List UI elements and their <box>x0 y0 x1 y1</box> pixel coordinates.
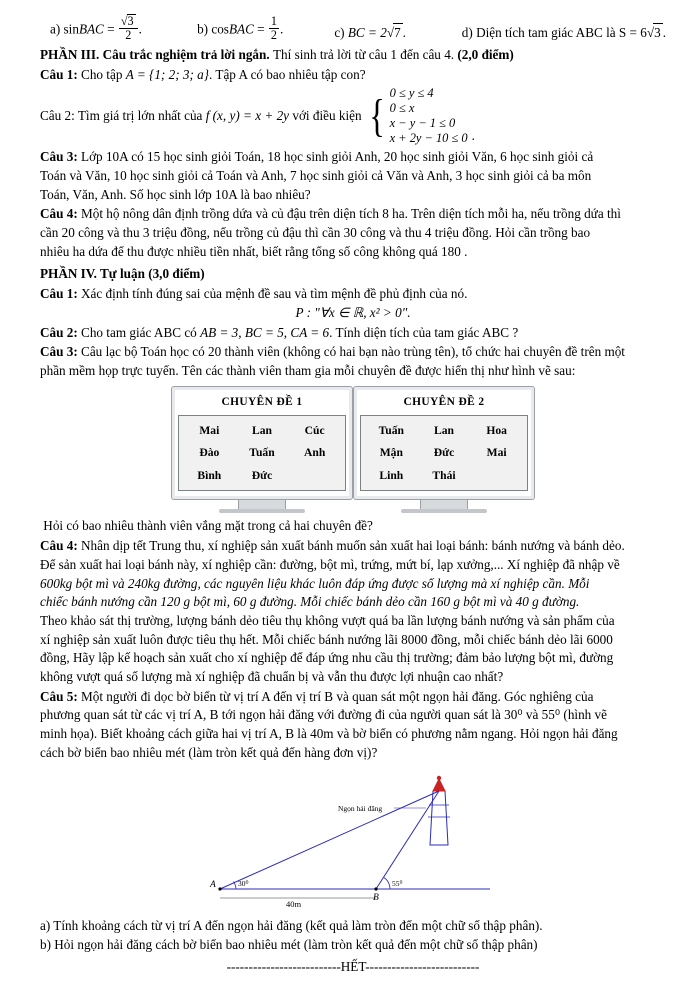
answer-c-expr: BC = 2 <box>347 24 387 40</box>
answer-d-label: d) <box>461 24 473 40</box>
monitor-2-name-7: Linh <box>379 468 404 482</box>
lighthouse-point-b-svg: B <box>373 893 379 904</box>
lighthouse-angle-b-svg: 55⁰ <box>392 879 403 889</box>
monitor-2-name-panel <box>360 415 528 492</box>
monitor-2-stand <box>420 500 468 509</box>
part4-q3-label: Câu 3: <box>40 344 78 360</box>
part4-q3-question-wrap <box>40 517 666 535</box>
monitor-2-name-3: Hoa <box>486 423 507 437</box>
part3-q1-text2: . Tập A có bao nhiêu tập con? <box>209 67 366 83</box>
part4-q2-given: AB = 3, BC = 5, CA = 6 <box>200 324 330 340</box>
answer-a-eq: = <box>107 21 115 37</box>
monitor-1-title: CHUYÊN ĐỀ 1 <box>221 395 303 408</box>
answer-a-angle: BAC <box>78 21 104 37</box>
part4-q3-question: Hỏi có bao nhiêu thành viên vắng mặt trong cả hai chuyên đề? <box>43 518 373 534</box>
system-line-3: x − y − 1 ≤ 0 <box>389 116 456 131</box>
monitor-2-name-9 <box>470 468 523 484</box>
part4-q1-statement: P : "∀x ∈ ℝ, x² > 0". <box>295 304 411 320</box>
part3-q4-line2: cần 20 công và thu 3 triệu đồng, nếu trồng củ đậu thì cần 30 công và thu 4 triệu đồng. Hỏi cần trồng bao <box>40 225 591 241</box>
monitor-1-name-4: Đào <box>199 446 220 460</box>
part4-q4-line3: 600kg bột mì và 240kg đường, các nguyên liệu khác luôn đáp ứng được số lượng mà xí nghiệp cần. Mỗi <box>40 575 590 591</box>
lighthouse-distance-svg: 40m <box>286 899 302 910</box>
part3-q2-system <box>390 86 468 147</box>
part3-q3-line2-wrap <box>40 167 666 185</box>
monitor-1-name-6: Anh <box>304 446 326 460</box>
answer-option-d: d) Diện tích tam giác ABC là S = 6√3 . <box>461 24 666 40</box>
system-brace: { <box>368 90 385 142</box>
monitor-2-names <box>365 423 523 484</box>
part3-q3-line3-wrap <box>40 186 666 204</box>
part3-q2-label: Câu 2: <box>40 108 75 124</box>
part3-q1-set: A = {1; 2; 3; a} <box>125 67 210 83</box>
lighthouse-angle-a-svg: 30⁰ <box>238 879 249 889</box>
part4-question-4 <box>40 537 666 555</box>
part3-q2-tail: . <box>471 127 475 143</box>
monitor-1-name-7: Bình <box>197 468 222 482</box>
monitor-1-names <box>183 423 341 484</box>
part4-q4-line3-wrap <box>40 575 666 593</box>
answer-c-label: c) <box>334 24 345 40</box>
monitor-1-name-9 <box>288 468 341 484</box>
part4-question-5 <box>40 688 666 706</box>
part4-q5-line3: minh họa). Biết khoảng cách giữa hai vị trí A, B là 40m và bờ biển có phương nằm ngang. Hỏi ngọn hải đăng <box>40 726 618 742</box>
monitor-2-name-2: Lan <box>434 423 454 437</box>
part4-q4-line4-wrap <box>40 593 666 611</box>
monitor-1-name-panel <box>178 415 346 492</box>
part4-q3-line1: Câu lạc bộ Toán học có 20 thành viên (không có hai bạn nào trùng tên), tổ chức hai chuyên đề trên một <box>81 344 625 360</box>
part4-q5-sub-a: a) Tính khoảng cách từ vị trí A đến ngọn hải đăng (kết quả làm tròn đến một chữ số thập phân). <box>40 918 543 934</box>
part3-heading-note: Thí sinh trả lời từ câu 1 đến câu 4. <box>272 47 455 63</box>
part4-q3-line2: phần mềm họp trực tuyến. Tên các thành viên tham gia mỗi chuyên đề được hiển thị như hình vẽ sau: <box>40 362 576 378</box>
answer-b-period: . <box>279 21 284 37</box>
monitor-1-name-8: Đức <box>251 468 273 482</box>
monitor-1-name-3: Cúc <box>304 423 325 437</box>
part4-q1-label: Câu 1: <box>40 286 78 302</box>
monitors-figure <box>40 386 666 514</box>
multiple-choice-answers-row <box>40 14 666 41</box>
part3-q4-line3-wrap <box>40 243 666 261</box>
answer-a-denominator: 2 <box>119 28 138 42</box>
part4-heading <box>40 265 666 283</box>
answer-d-period: . <box>662 24 666 40</box>
answer-a-fn: sin <box>63 21 79 37</box>
part4-q4-line8-wrap <box>40 668 666 686</box>
answer-a-period: . <box>138 21 142 37</box>
part4-q4-line5: Theo khảo sát thị trường, lượng bánh dẻo tiêu thụ không vượt quá ba lần lượng bánh nướng và sản phẩm của <box>40 612 615 628</box>
part4-q5-sub-a-wrap <box>40 917 666 935</box>
monitor-2-name-8: Thái <box>432 468 456 482</box>
monitor-chuyen-de-2 <box>353 386 535 514</box>
monitor-1-name-5: Tuấn <box>249 446 275 460</box>
part4-q2-label: Câu 2: <box>40 324 78 340</box>
answer-option-a <box>50 14 197 41</box>
part4-q4-line6: xí nghiệp sản xuất luôn được tiêu thụ hết. Mỗi chiếc bánh nướng lãi 8000 đồng, mỗi chiếc bánh dẻo lãi 6000 <box>40 631 613 647</box>
part3-question-4 <box>40 205 666 223</box>
part4-heading-text: PHẦN IV. Tự luận (3,0 điểm) <box>40 266 205 282</box>
part3-q1-text1: Cho tập <box>81 67 123 83</box>
system-line-2: 0 ≤ x <box>389 100 415 115</box>
lighthouse-label-svg: Ngọn hải đăng <box>338 804 383 814</box>
part4-q4-label: Câu 4: <box>40 538 78 554</box>
part4-q4-line2-wrap <box>40 556 666 574</box>
part3-q3-line1: Lớp 10A có 15 học sinh giỏi Toán, 18 học sinh giỏi Anh, 20 học sinh giỏi Văn, 6 học sinh giỏi cả <box>81 149 594 165</box>
part4-question-2 <box>40 324 666 342</box>
monitor-2-screen <box>353 386 535 501</box>
answer-b-angle: BAC <box>228 21 254 37</box>
answer-b-fraction <box>269 15 279 41</box>
monitor-2-title: CHUYÊN ĐỀ 2 <box>403 395 485 408</box>
part3-q2-function: f (x, y) = x + 2y <box>205 108 290 124</box>
part3-q2-lead <box>40 107 362 125</box>
part3-q4-line3: nhiêu ha dứa để thu được nhiều tiền nhất, biết rằng tổng số công không quá 180 . <box>40 243 468 259</box>
part4-q4-line7-wrap <box>40 649 666 667</box>
answer-b-numerator: 1 <box>270 14 277 28</box>
monitor-2-name-1: Tuấn <box>378 423 405 437</box>
part4-q4-line4: chiếc bánh nướng cần 120 g bột mì, 60 g đường. Mỗi chiếc bánh dẻo cần 160 g bột mì và 40 g đường. <box>40 594 580 610</box>
part4-q5-line4: cách bờ biển bao nhiêu mét (làm tròn kết quả đến hàng đơn vị)? <box>40 744 378 760</box>
part3-question-1 <box>40 66 666 84</box>
part4-q5-sub-b: b) Hỏi ngọn hải đăng cách bờ biển bao nhiêu mét (làm tròn kết quả đến một chữ số thập phân) <box>40 937 538 953</box>
system-line-4: x + 2y − 10 ≤ 0 <box>389 131 468 146</box>
monitor-1-name-2: Lan <box>252 423 272 437</box>
part3-q2-text1: Tìm giá trị lớn nhất của <box>77 108 203 124</box>
part3-question-3 <box>40 148 666 166</box>
part4-q4-line2: Để sản xuất hai loại bánh này, xí nghiệp cần: đường, bột mì, trứng, mứt bí, lạp xưởng,... Xí nghiệp đã nhập về <box>40 556 620 572</box>
answer-b-label: b) <box>197 21 209 37</box>
part4-q5-label: Câu 5: <box>40 688 78 704</box>
answer-c-radicand: 7 <box>394 24 401 40</box>
monitor-1-name-1: Mai <box>199 423 220 437</box>
part4-q5-line4-wrap <box>40 744 666 762</box>
monitor-1-stand <box>238 500 286 509</box>
part3-q4-label: Câu 4: <box>40 206 78 222</box>
part4-q5-line3-wrap <box>40 725 666 743</box>
part4-q4-line5-wrap <box>40 612 666 630</box>
part4-q1-text: Xác định tính đúng sai của mệnh đề sau và tìm mệnh đề phủ định của nó. <box>81 286 468 302</box>
answer-d-expr: Diện tích tam giác ABC là S = 6 <box>476 24 647 40</box>
part4-q2-text2: . Tính diện tích của tam giác ABC ? <box>329 324 519 340</box>
lighthouse-figure <box>190 767 530 915</box>
part3-heading-text: PHẦN III. Câu trắc nghiệm trả lời ngắn. <box>40 47 270 63</box>
answer-a-label: a) <box>50 21 61 37</box>
end-marker: --------------------------HẾT-------------------------- <box>226 958 480 974</box>
part3-q3-line2: Toán và Văn, 10 học sinh giỏi cả Toán và Anh, 7 học sinh giỏi cả Văn và Anh, 3 học sinh giỏi cả ba môn <box>40 168 592 184</box>
answer-a-numerator: 3 <box>127 14 134 28</box>
part3-q1-label: Câu 1: <box>40 67 78 83</box>
lighthouse-diagram <box>190 767 530 915</box>
part4-q5-sub-b-wrap <box>40 936 666 954</box>
part4-q5-line2: phương quan sát từ các vị trí A, B tới ngọn hải đăng với đường đi của người quan sát là 30⁰ và 55⁰ (hình vẽ <box>40 707 608 723</box>
answer-option-b <box>197 15 334 41</box>
system-line-1: 0 ≤ y ≤ 4 <box>389 85 434 100</box>
lighthouse-point-a-svg: A <box>210 880 216 891</box>
monitor-2-base <box>401 509 487 513</box>
monitor-2-name-4: Mận <box>379 446 403 460</box>
answer-b-fn: cos <box>211 21 229 37</box>
part3-question-2 <box>40 86 666 147</box>
part3-heading <box>40 46 666 64</box>
part3-q3-line3: Toán, Văn, Anh. Số học sinh lớp 10A là bao nhiêu? <box>40 186 311 202</box>
part4-q5-line2-wrap <box>40 706 666 724</box>
monitor-chuyen-de-1 <box>171 386 353 514</box>
monitor-1-base <box>219 509 305 513</box>
part4-q4-line1: Nhân dịp tết Trung thu, xí nghiệp sản xuất bánh muốn sản xuất hai loại bánh: bánh nướng và bánh dẻo. <box>81 538 625 554</box>
answer-b-eq: = <box>257 21 265 37</box>
part4-question-3 <box>40 343 666 361</box>
answer-c-period: . <box>402 24 406 40</box>
monitor-1-screen <box>171 386 353 501</box>
part4-q4-line8: không vượt quá số lượng mà xí nghiệp đã chuẩn bị và vẫn thu được lợi nhuận cao nhất? <box>40 668 504 684</box>
monitor-2-name-5: Đức <box>433 446 455 460</box>
part4-question-1 <box>40 285 666 303</box>
part3-q2-text2: với điều kiện <box>292 108 362 124</box>
part4-q5-line1: Một người đi dọc bờ biển từ vị trí A đến vị trí B và quan sát một ngọn hải đăng. Góc nghiêng của <box>81 688 594 704</box>
end-marker-wrap <box>40 958 666 976</box>
answer-b-denominator: 2 <box>270 27 277 42</box>
answer-a-fraction: $\frac{√3}{2}$ <box>119 14 138 41</box>
answer-d-radicand: 3 <box>654 24 661 40</box>
part4-q4-line7: đồng, Hãy lập kế hoạch sản xuất cho xí nghiệp để đáp ứng nhu cầu thị trường; đảm bảo lượng bột mì, đường <box>40 650 614 666</box>
monitor-2-name-6: Mai <box>486 446 507 460</box>
part4-q2-text1: Cho tam giác ABC có <box>81 324 197 340</box>
part3-points: (2,0 điểm) <box>457 47 514 63</box>
part4-q4-line6-wrap <box>40 631 666 649</box>
part3-q3-label: Câu 3: <box>40 149 78 165</box>
part3-q4-line2-wrap <box>40 224 666 242</box>
part4-q3-line2-wrap <box>40 362 666 380</box>
part3-q4-line1: Một hộ nông dân định trồng dứa và củ đậu trên diện tích 8 ha. Trên diện tích mỗi ha, nếu trồng dứa thì <box>81 206 621 222</box>
answer-option-c: c) BC = 2√7 . <box>334 24 406 40</box>
